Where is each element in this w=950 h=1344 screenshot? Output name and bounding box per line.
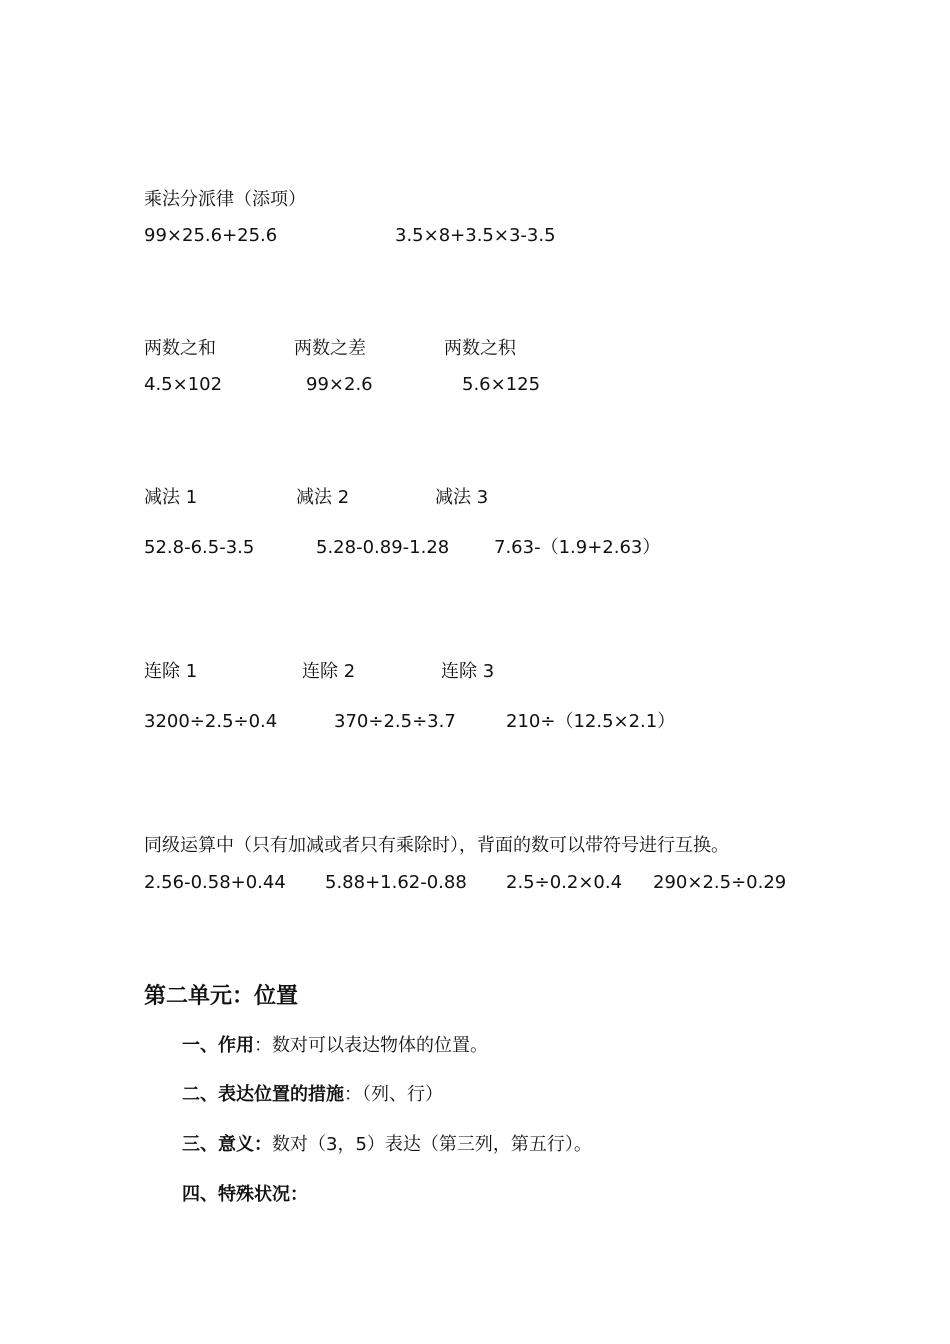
label-product: 两数之积: [444, 338, 516, 359]
expression: 99×2.6: [306, 374, 373, 395]
list-item: [182, 1184, 308, 1206]
label-subtraction-1: 减法 1: [144, 487, 198, 508]
expression: 5.88+1.62-0.88: [325, 872, 467, 893]
list-item: [182, 1035, 488, 1057]
expression: 2.5÷0.2×0.4: [506, 872, 623, 893]
label-subtraction-2: 减法 2: [296, 487, 350, 508]
rule-text: 同级运算中（只有加减或者只有乘除时），背面的数可以带符号进行互换。: [144, 835, 729, 856]
expression: 370÷2.5÷3.7: [334, 711, 456, 732]
item-label: 二、表达位置的措施: [182, 1084, 344, 1105]
label-division-2: 连除 2: [302, 661, 356, 682]
expression: 99×25.6+25.6: [144, 225, 278, 246]
item-text: 数对（3，5）表达（第三列，第五行）。: [272, 1134, 592, 1155]
label-difference: 两数之差: [294, 338, 366, 359]
expression: 5.6×125: [462, 374, 541, 395]
item-label: 一、作用: [182, 1035, 254, 1056]
item-label: 四、特殊状况：: [182, 1184, 308, 1205]
expression: 7.63-（1.9+2.63）: [494, 537, 661, 558]
expression: 3200÷2.5÷0.4: [144, 711, 278, 732]
expression: 210÷（12.5×2.1）: [506, 711, 676, 732]
item-text: ：数对可以表达物体的位置。: [254, 1035, 488, 1056]
list-item: [182, 1084, 443, 1106]
item-label: 三、意义：: [182, 1134, 272, 1155]
expression: 2.56-0.58+0.44: [144, 872, 286, 893]
section-heading-distributive: 乘法分派律（添项）: [144, 189, 306, 210]
expression: 3.5×8+3.5×3-3.5: [395, 225, 556, 246]
item-text: ：（列、行）: [344, 1084, 443, 1105]
expression: 5.28-0.89-1.28: [316, 537, 450, 558]
expression: 52.8-6.5-3.5: [144, 537, 255, 558]
label-division-1: 连除 1: [144, 661, 198, 682]
unit-title: 第二单元：位置: [144, 984, 299, 1009]
label-division-3: 连除 3: [441, 661, 495, 682]
label-subtraction-3: 减法 3: [435, 487, 489, 508]
expression: 4.5×102: [144, 374, 223, 395]
expression: 290×2.5÷0.29: [653, 872, 787, 893]
label-sum: 两数之和: [144, 338, 216, 359]
list-item: [182, 1134, 592, 1156]
